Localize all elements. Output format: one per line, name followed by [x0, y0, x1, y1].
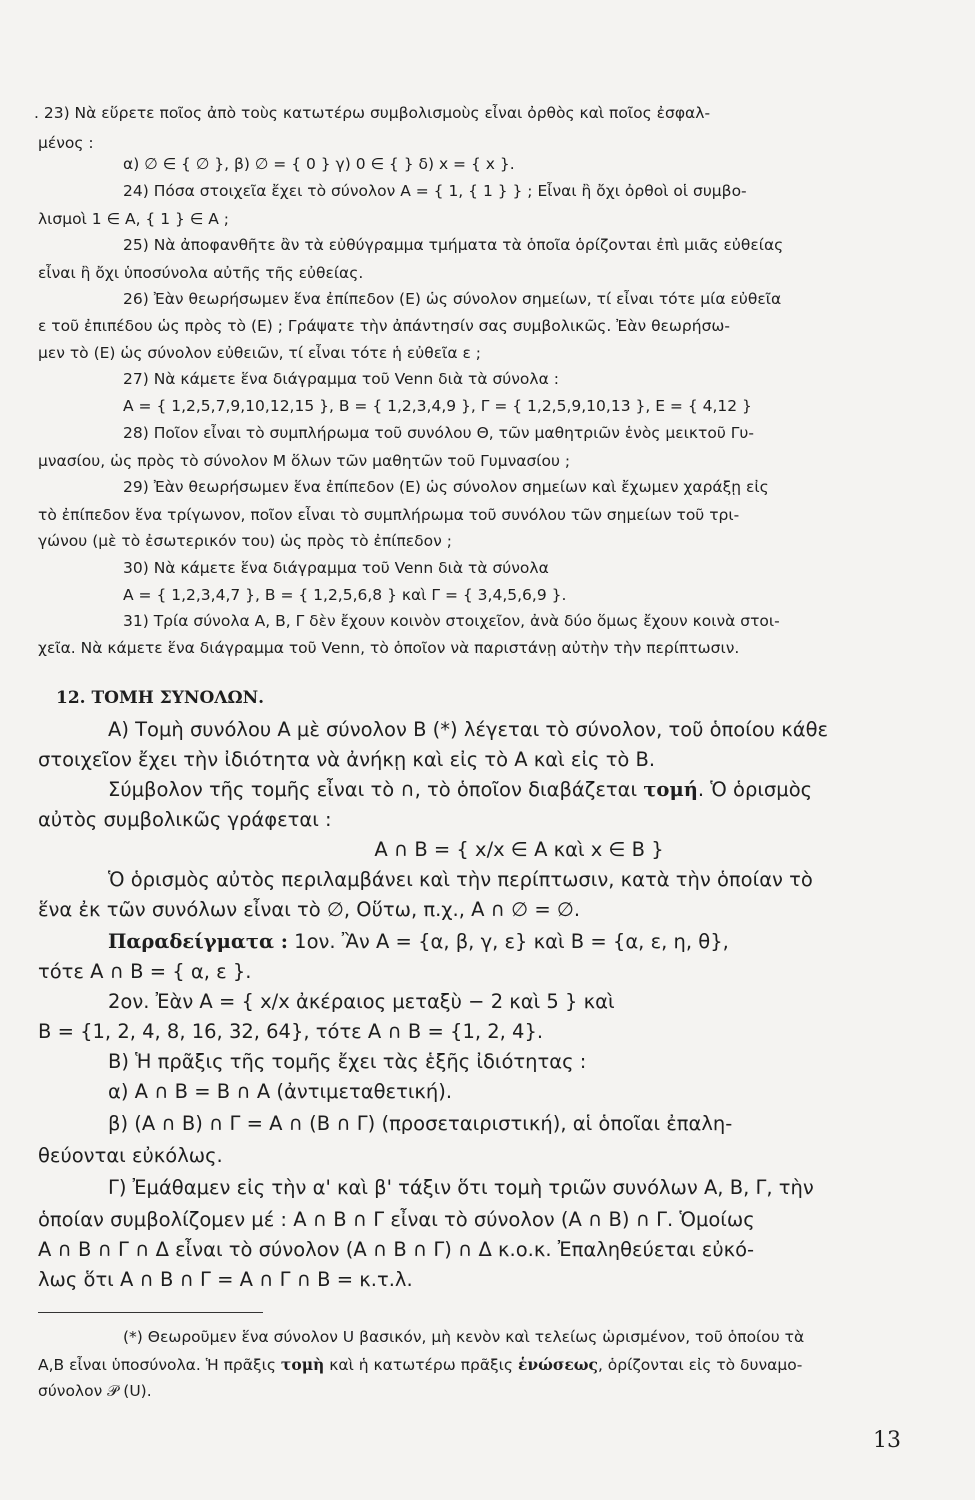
footnote-line-3: σύνολον 𝒫 (U). — [38, 1382, 152, 1400]
definition-line-1: A) Τομὴ συνόλου A μὲ σύνολον B (*) λέγεται τὸ σύνολον, τοῦ ὁποίου κάθε — [108, 718, 829, 741]
intersection-formula: A ∩ B = { x/x ∈ A καὶ x ∈ B } — [374, 838, 664, 861]
exercise-31-line-2: χεῖα. Νὰ κάμετε ἕνα διάγραμμα τοῦ Venn, τὸ ὁποῖον νὰ παριστάνῃ αὐτὴν τὴν περίπτωσιν. — [38, 639, 740, 657]
exercise-28-line-2: μνασίου, ὡς πρὸς τὸ σύνολον Μ ὅλων τῶν μαθητῶν τοῦ Γυμνασίου ; — [38, 452, 571, 470]
property-associative-line-1: β) (A ∩ B) ∩ Γ = A ∩ (B ∩ Γ) (προσεταιριστική), αἱ ὁποῖαι ἐπαλη- — [108, 1112, 733, 1135]
exercise-26-line-1: 26) Ἐὰν θεωρήσωμεν ἕνα ἐπίπεδον (Ε) ὡς σύνολον σημείων, τί εἶναι τότε μία εὐθεῖα — [123, 290, 782, 308]
example-2-line-1: 2ον. Ἐὰν A = { x/x ἀκέραιος μεταξὺ − 2 καὶ 5 } καὶ — [108, 990, 615, 1013]
property-associative-line-2: θεύονται εὐκόλως. — [38, 1144, 223, 1167]
exercise-23-line-2: μένος : — [38, 134, 94, 152]
section-heading: 12. ΤΟΜΗ ΣΥΝΟΛΩΝ. — [56, 688, 265, 708]
exercise-31-line-1: 31) Τρία σύνολα A, B, Γ δὲν ἔχουν κοινὸν στοιχεῖον, ἀνὰ δύο ὅμως ἔχουν κοινὰ στοι- — [123, 612, 780, 630]
exercise-23-line-1: . 23) Νὰ εὕρετε ποῖος ἀπὸ τοὺς κατωτέρω συμβολισμοὺς εἶναι ὀρθὸς καὶ ποῖος ἐσφαλ- — [34, 104, 711, 122]
exercise-27-line-1: 27) Νὰ κάμετε ἕνα διάγραμμα τοῦ Venn διὰ τὰ σύνολα : — [123, 370, 559, 388]
exercise-23-options: α) ∅ ∈ { ∅ }, β) ∅ = { 0 } γ) 0 ∈ { } δ) x = { x }. — [123, 155, 515, 173]
properties-title: B) Ἡ πρᾶξις τῆς τομῆς ἔχει τὰς ἑξῆς ἰδιότητας : — [108, 1050, 587, 1073]
exercise-25-line-1: 25) Νὰ ἀποφανθῆτε ἂν τὰ εὐθύγραμμα τμήματα τὰ ὁποῖα ὁρίζονται ἐπὶ μιᾶς εὐθείας — [123, 236, 784, 254]
triple-intersection-line-3: A ∩ B ∩ Γ ∩ Δ εἶναι τὸ σύνολον (A ∩ B ∩ Γ) ∩ Δ κ.ο.κ. Ἐπαληθεύεται εὐκό- — [38, 1238, 755, 1261]
exercise-29-line-1: 29) Ἐὰν θεωρήσωμεν ἕνα ἐπίπεδον (Ε) ὡς σύνολον σημείων καὶ ἔχωμεν χαράξῃ εἰς — [123, 478, 769, 496]
symbol-text-end: . Ὁ ὁρισμὸς — [697, 778, 813, 801]
footnote-divider — [38, 1312, 263, 1313]
footnote-line-1: (*) Θεωροῦμεν ἕνα σύνολον U βασικόν, μὴ κενὸν καὶ τελείως ὡρισμένον, τοῦ ὁποίου τὰ — [123, 1328, 805, 1346]
symbol-line-1 — [38, 778, 900, 801]
footnote-keyword-tomi: τομὴ — [280, 1355, 325, 1374]
keyword-tomi: τομή — [643, 778, 698, 801]
triple-intersection-line-2: ὁποίαν συμβολίζομεν μέ : A ∩ B ∩ Γ εἶναι τὸ σύνολον (A ∩ B) ∩ Γ. Ὁμοίως — [38, 1208, 755, 1231]
exercise-29-line-2: τὸ ἐπίπεδον ἕνα τρίγωνον, ποῖον εἶναι τὸ συμπλήρωμα τοῦ συνόλου τῶν σημείων τοῦ τρι- — [38, 506, 740, 524]
exercise-25-line-2: εἶναι ἢ ὄχι ὑποσύνολα αὐτῆς τῆς εὐθείας. — [38, 264, 364, 282]
property-commutative: α) A ∩ B = B ∩ A (ἀντιμεταθετική). — [108, 1080, 453, 1103]
exercise-26-line-2: ε τοῦ ἐπιπέδου ὡς πρὸς τὸ (Ε) ; Γράψατε τὴν ἀπάντησίν σας συμβολικῶς. Ἐὰν θεωρήσω- — [38, 317, 730, 335]
exercise-27-sets: A = { 1,2,5,7,9,10,12,15 }, B = { 1,2,3,4,9 }, Γ = { 1,2,5,9,10,13 }, E = { 4,12 } — [123, 397, 752, 415]
page-number: 13 — [873, 1428, 901, 1453]
example-1-text: 1ον. Ἂν A = {α, β, γ, ε} καὶ B = {α, ε, η, θ}, — [294, 930, 729, 953]
symbol-text: Σύμβολον τῆς τομῆς εἶναι τὸ ∩, τὸ ὁποῖον διαβάζεται — [108, 778, 638, 801]
footnote-keyword-enoseos: ἑνώσεως — [517, 1355, 598, 1374]
exercise-24-line-2: λισμοὶ 1 ∈ A, { 1 } ∈ A ; — [38, 210, 229, 228]
footnote-text-a: A,B εἶναι ὑποσύνολα. Ἡ πρᾶξις — [38, 1356, 276, 1374]
empty-set-line-1: Ὁ ὁρισμὸς αὐτὸς περιλαμβάνει καὶ τὴν περίπτωσιν, κατὰ τὴν ὁποίαν τὸ — [108, 868, 813, 891]
exercise-24-line-1: 24) Πόσα στοιχεῖα ἔχει τὸ σύνολον A = { 1, { 1 } } ; Εἶναι ἢ ὄχι ὀρθοὶ οἱ συμβο- — [123, 182, 747, 200]
footnote-line-2 — [38, 1355, 900, 1374]
empty-set-line-2: ἕνα ἐκ τῶν συνόλων εἶναι τὸ ∅, Οὕτω, π.χ., A ∩ ∅ = ∅. — [38, 898, 581, 921]
exercise-28-line-1: 28) Ποῖον εἶναι τὸ συμπλήρωμα τοῦ συνόλου Θ, τῶν μαθητριῶν ἑνὸς μεικτοῦ Γυ- — [123, 424, 754, 442]
example-1-line-1 — [38, 930, 900, 953]
definition-line-2: στοιχεῖον ἔχει τὴν ἰδιότητα νὰ ἀνήκῃ καὶ εἰς τὸ A καὶ εἰς τὸ B. — [38, 748, 656, 771]
triple-intersection-line-4: λως ὅτι A ∩ B ∩ Γ = A ∩ Γ ∩ B = κ.τ.λ. — [38, 1268, 413, 1291]
example-2-line-2: B = {1, 2, 4, 8, 16, 32, 64}, τότε A ∩ B = {1, 2, 4}. — [38, 1020, 544, 1043]
exercise-30-line-1: 30) Νὰ κάμετε ἕνα διάγραμμα τοῦ Venn διὰ τὰ σύνολα — [123, 559, 549, 577]
exercise-30-sets: A = { 1,2,3,4,7 }, B = { 1,2,5,6,8 } καὶ Γ = { 3,4,5,6,9 }. — [123, 586, 567, 604]
footnote-text-b: καὶ ἡ κατωτέρω πρᾶξις — [329, 1356, 514, 1374]
exercise-26-line-3: μεν τὸ (Ε) ὡς σύνολον εὐθειῶν, τί εἶναι τότε ἡ εὐθεῖα ε ; — [38, 344, 482, 362]
triple-intersection-line-1: Γ) Ἐμάθαμεν εἰς τὴν α' καὶ β' τάξιν ὅτι τομὴ τριῶν συνόλων A, B, Γ, τὴν — [108, 1176, 814, 1199]
example-1-line-2: τότε A ∩ B = { α, ε }. — [38, 960, 252, 983]
symbol-line-2: αὐτὸς συμβολικῶς γράφεται : — [38, 808, 332, 831]
examples-label: Παραδείγματα : — [108, 930, 288, 953]
footnote-text-c: , ὁρίζονται εἰς τὸ δυναμο- — [597, 1356, 803, 1374]
exercise-29-line-3: γώνου (μὲ τὸ ἐσωτερικόν του) ὡς πρὸς τὸ ἐπίπεδον ; — [38, 532, 452, 550]
